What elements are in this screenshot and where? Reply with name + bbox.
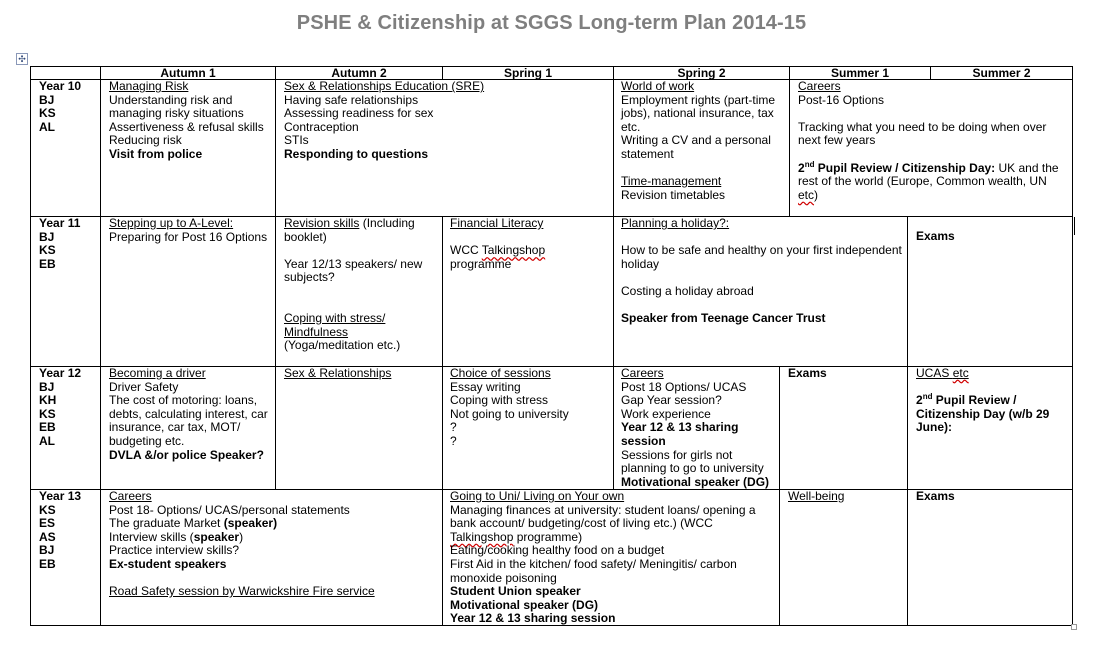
year-11-spring-2-cell (613, 216, 908, 367)
year-label: Year 11 (39, 216, 81, 230)
topic-item: Coping with stress (450, 393, 549, 408)
topic-item-line (109, 517, 439, 531)
review-ordinal-suffix: nd (922, 392, 933, 402)
topic-heading: Careers (621, 366, 664, 380)
year-13-summer-1-cell (779, 489, 908, 626)
review-ordinal-suffix: nd (804, 159, 815, 169)
review-title: Pupil Review / Citizenship Day (w/b 29 June): (916, 393, 1050, 435)
topic-item: STIs (284, 133, 309, 148)
topic-item: Essay writing (450, 379, 521, 394)
move-table-icon[interactable]: ✣ (16, 53, 28, 65)
topic-heading-detail: (Including booklet) (284, 216, 415, 244)
topic-heading-line (284, 217, 439, 244)
staff-initials: KS (39, 106, 56, 121)
staff-initials: BJ (39, 379, 55, 394)
topic-heading: Choice of sessions (450, 366, 551, 380)
header-blank (30, 66, 101, 80)
text-cursor (1074, 217, 1075, 235)
topic-item-line (109, 531, 439, 545)
year-11-summer-2-cell (907, 216, 1073, 367)
speaker-note: Year 12 & 13 sharing session (450, 611, 616, 626)
exams-label: Exams (916, 229, 955, 243)
pupil-review-note (916, 394, 1069, 435)
review-title: Pupil Review / Citizenship Day: (814, 160, 996, 175)
speaker-note: DVLA &/or police Speaker? (109, 447, 264, 462)
exams-label: Exams (916, 489, 955, 503)
topic-heading: Financial Literacy (450, 216, 544, 230)
year-10-summer-cell (789, 79, 1073, 217)
topic-item: Costing a holiday abroad (621, 283, 754, 298)
staff-initials: KH (39, 393, 57, 408)
year-12-label-cell (30, 366, 101, 490)
staff-initials: EB (39, 556, 56, 571)
topic-item: Year 12/13 speakers/ new subjects? (284, 256, 423, 285)
year-11-autumn-1-cell (100, 216, 276, 367)
review-ordinal: 2 (916, 393, 923, 408)
year-12-autumn-2-cell (275, 366, 443, 490)
staff-initials: KS (39, 243, 56, 258)
header-spring-2: Spring 2 (613, 66, 790, 80)
year-12-spring-2-cell (613, 366, 780, 490)
year-13-spring-cell (442, 489, 780, 626)
topic-heading-etc: etc (952, 366, 969, 380)
topic-item: Post 18 Options/ UCAS (621, 379, 747, 394)
topic-item: Understanding risk and managing risky situations (109, 92, 244, 121)
staff-initials: AS (39, 529, 56, 544)
header-summer-2: Summer 2 (930, 66, 1073, 80)
header-autumn-1: Autumn 1 (100, 66, 276, 80)
topic-heading: Revision skills (284, 216, 360, 230)
topic-item: Post-16 Options (798, 92, 885, 107)
topic-heading: Coping with stress/ Mindfulness (284, 311, 386, 339)
topic-item: ? (450, 420, 457, 435)
year-10-spring-2-cell (613, 79, 790, 217)
topic-item-end: programme) (513, 529, 583, 544)
topic-item-end: ) (239, 529, 244, 544)
topic-heading: Careers (798, 79, 841, 93)
topic-item: Reducing risk (109, 133, 182, 148)
staff-initials: AL (39, 119, 55, 134)
staff-initials: BJ (39, 92, 55, 107)
year-13-summer-2-cell (907, 489, 1073, 626)
year-11-autumn-2-cell (275, 216, 443, 367)
year-11-label-cell (30, 216, 101, 367)
year-12-autumn-1-cell (100, 366, 276, 490)
topic-item: The graduate Market (109, 516, 224, 531)
year-12-spring-1-cell (442, 366, 614, 490)
topic-heading: Sex & Relationships (284, 366, 392, 380)
speaker-note: Student Union speaker (450, 584, 581, 599)
topic-item: programme (450, 256, 512, 271)
topic-item: Tracking what you need to be doing when over next few years (798, 119, 1047, 148)
topic-item: WCC (450, 243, 482, 258)
topic-item: Managing finances at university: student loans/ opening a bank account/ budgeting/cost of living etc.) (WCC (450, 502, 756, 531)
topic-heading: Sex & Relationships Education (SRE) (284, 79, 485, 93)
speaker-tag: speaker (193, 529, 240, 544)
speaker-tag: (speaker) (223, 516, 278, 531)
exams-label: Exams (788, 366, 827, 380)
year-13-label-cell (30, 489, 101, 626)
topic-heading: Road Safety session by Warwickshire Fire service (109, 584, 375, 599)
header-autumn-2: Autumn 2 (275, 66, 443, 80)
topic-item: Employment rights (part-time jobs), national insurance, tax etc. (621, 92, 776, 134)
pupil-review-note (798, 159, 1069, 203)
year-12-summer-2-cell (907, 366, 1073, 490)
topic-item-line (450, 244, 610, 258)
speaker-note: Visit from police (109, 146, 203, 161)
topic-heading: Time-management (621, 174, 722, 189)
topic-item: Driver Safety (109, 379, 179, 394)
review-detail-etc: etc (798, 187, 815, 202)
year-13-autumn-cell (100, 489, 443, 626)
staff-initials: ES (39, 516, 56, 531)
topic-heading: Planning a holiday?: (621, 216, 730, 230)
topic-heading: Managing Risk (109, 79, 189, 93)
year-11-spring-1-cell (442, 216, 614, 367)
year-label: Year 12 (39, 366, 82, 380)
year-10-label-cell (30, 79, 101, 217)
topic-item: Practice interview skills? (109, 543, 240, 558)
speaker-note: Year 12 & 13 sharing session (621, 420, 739, 448)
speaker-note: Responding to questions (284, 146, 428, 161)
topic-item: Post 18- Options/ UCAS/personal statements (109, 502, 350, 517)
speaker-note: Motivational speaker (DG) (621, 474, 770, 489)
staff-initials: BJ (39, 229, 55, 244)
topic-heading: Becoming a driver (109, 366, 206, 380)
staff-initials: KS (39, 406, 56, 421)
table-resize-handle[interactable] (1071, 624, 1077, 630)
topic-item: Work experience (621, 406, 711, 421)
topic-item: Writing a CV and a personal statement (621, 133, 771, 161)
staff-initials: KS (39, 502, 56, 517)
topic-heading: Stepping up to A-Level: (109, 216, 234, 230)
topic-item: Revision timetables (621, 187, 726, 202)
speaker-note: Motivational speaker (DG) (450, 597, 599, 612)
topic-heading: Well-being (788, 489, 845, 503)
topic-item: Assertiveness & refusal skills (109, 119, 264, 134)
review-detail: UK and the rest of the world (Europe, Common wealth, UN (798, 160, 1059, 189)
header-spring-1: Spring 1 (442, 66, 614, 80)
year-label: Year 13 (39, 489, 82, 503)
topic-item: ? (450, 433, 457, 448)
topic-item: Sessions for girls not planning to go to university (621, 447, 764, 476)
topic-item-brand: Talkingshop (481, 243, 546, 258)
topic-item: Preparing for Post 16 Options (109, 229, 268, 244)
topic-item-brand: Talkingshop (450, 529, 514, 544)
topic-item: First Aid in the kitchen/ food safety/ Meningitis/ carbon monoxide poisoning (450, 556, 737, 585)
review-ordinal: 2 (798, 160, 805, 175)
header-summer-1: Summer 1 (789, 66, 931, 80)
topic-item: Contraception (284, 119, 359, 134)
staff-initials: EB (39, 420, 56, 435)
topic-heading: UCAS (916, 366, 953, 380)
topic-item-line (450, 504, 776, 545)
topic-item: The cost of motoring: loans, debts, calculating interest, car insurance, car tax, MOT/ budgeting etc. (109, 393, 268, 448)
year-label: Year 10 (39, 79, 82, 93)
staff-initials: BJ (39, 543, 55, 558)
topic-item: How to be safe and healthy on your first independent holiday (621, 243, 902, 271)
topic-item: Having safe relationships (284, 92, 419, 107)
topic-item: (Yoga/meditation etc.) (284, 338, 401, 353)
staff-initials: EB (39, 256, 56, 271)
staff-initials: AL (39, 433, 55, 448)
speaker-note: Speaker from Teenage Cancer Trust (621, 311, 826, 326)
topic-item: Interview skills ( (109, 529, 194, 544)
topic-item: Gap Year session? (621, 393, 722, 408)
year-10-autumn-1-cell (100, 79, 276, 217)
topic-heading: World of work (621, 79, 695, 93)
review-detail-end: ) (814, 187, 819, 202)
topic-item: Not going to university (450, 406, 569, 421)
page-title: PSHE & Citizenship at SGGS Long-term Plan 2014-15 (296, 12, 807, 34)
topic-heading: Going to Uni/ Living on Your own (450, 489, 625, 503)
year-12-summer-1-cell (779, 366, 908, 490)
topic-item: Assessing readiness for sex (284, 106, 434, 121)
topic-heading: Careers (109, 489, 152, 503)
year-10-autumn-2-cell (275, 79, 614, 217)
topic-heading-line (916, 367, 1069, 381)
speaker-note: Ex-student speakers (109, 556, 227, 571)
topic-item: Eating/cooking healthy food on a budget (450, 543, 665, 558)
